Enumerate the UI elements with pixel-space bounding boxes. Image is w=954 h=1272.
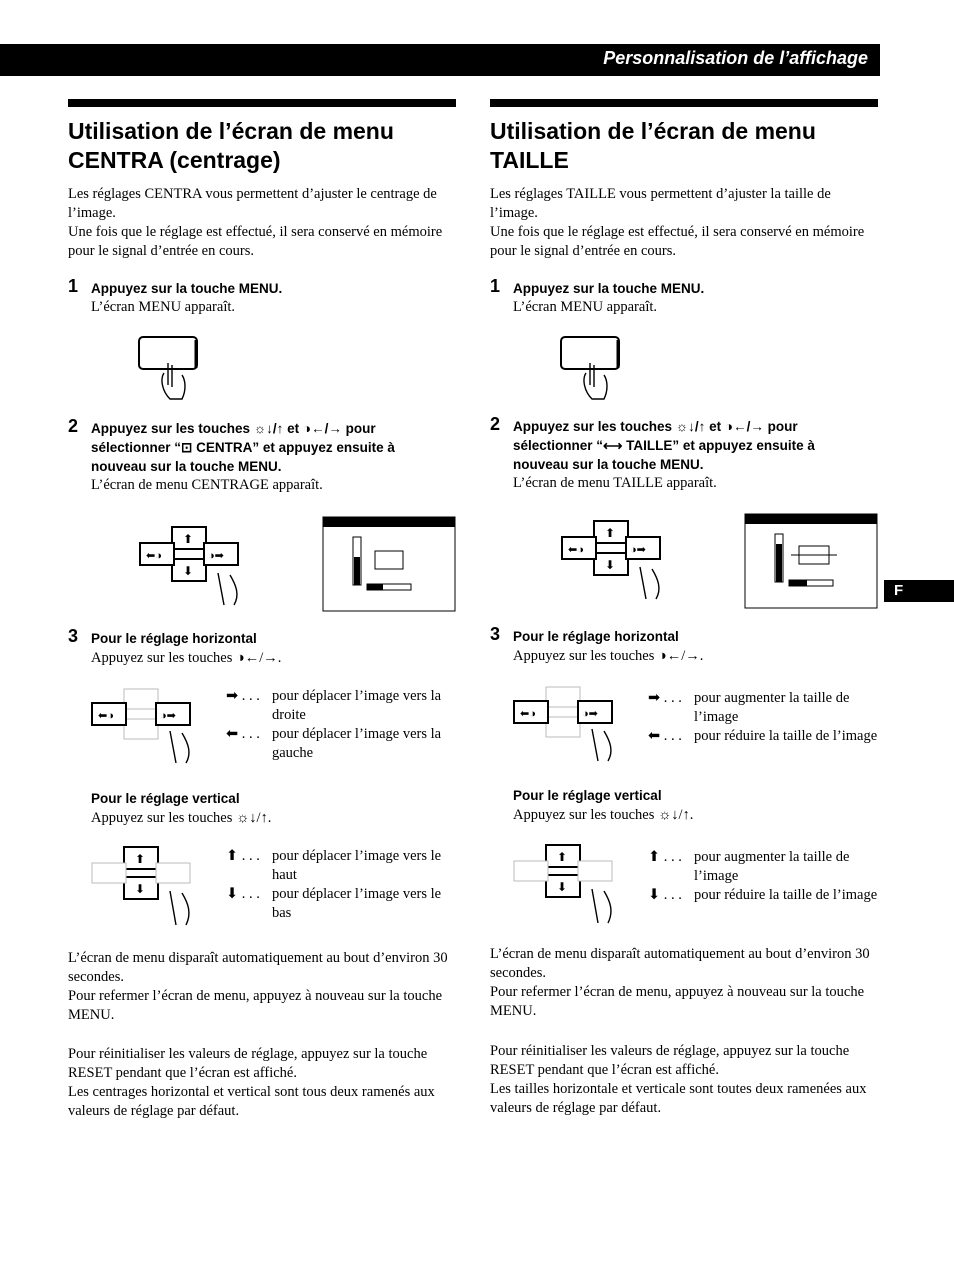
outro-line: Les centrages horizontal et vertical sont tous deux ramenés aux valeurs de réglage par défaut. [68,1084,435,1119]
up-arrow-icon: ⬆ . . . [648,849,682,865]
step-instruction-b: CENTRA” et appuyez ensuite à nouveau sur la touche MENU. [91,440,395,474]
svg-text:⬇: ⬇ [135,882,146,896]
vertical-subheading: Pour le réglage vertical [513,788,662,803]
svg-text:⬆: ⬆ [183,532,194,546]
menu-button-illustration [134,335,204,403]
keypad-vertical-illustration [90,845,210,929]
up-arrow-icon: ⬆ . . . [226,848,260,864]
outro-line: Pour refermer l’écran de menu, appuyez à nouveau sur la touche MENU. [68,988,443,1023]
horizontal-captions [226,687,456,763]
page-header-bar [0,44,880,76]
caption-down: pour réduire la taille de l’image [694,887,878,903]
intro-line: Les réglages CENTRA vous permettent d’ajuster le centrage de l’image. [68,186,437,221]
right-arrow-icon: ➡ . . . [226,688,260,704]
horizontal-captions [648,689,878,746]
language-tab [884,580,954,602]
intro-line: Une fois que le réglage est effectué, il sera conservé en mémoire pour le signal d’entrée en cours. [490,224,865,259]
centra-icon: ⊡ [181,440,193,455]
section-rule [68,99,456,107]
page-header-title: Personnalisation de l’affichage [603,48,868,68]
intro-line: Les réglages TAILLE vous permettent d’ajuster la taille de l’image. [490,186,831,221]
keypad-horizontal-illustration [512,685,632,765]
horizontal-text: Appuyez sur les touches ◑←/→. [513,648,704,664]
outro-line: Pour réinitialiser les valeurs de réglage, appuyez sur la touche RESET pendant que l’écran est affiché. [490,1043,850,1078]
step-number: 3 [490,624,501,644]
menu-button-illustration [556,335,626,403]
svg-text:◑➡: ◑➡ [582,708,598,720]
left-arrow-icon: ⬅ . . . [226,726,260,742]
step-result: L’écran de menu CENTRAGE apparaît. [91,477,323,493]
svg-text:⬆: ⬆ [135,852,146,866]
step-number: 1 [68,276,79,296]
step-number: 3 [68,626,79,646]
taille-menu-screen [745,514,877,608]
intro-paragraph [68,185,456,261]
caption-left: pour déplacer l’image vers la gauche [272,726,442,761]
step-instruction-a: Appuyez sur les touches ☼↓/↑ et ◑←/→ pour sélectionner “ [513,419,798,453]
step-instruction-a: Appuyez sur les touches ☼↓/↑ et ◑←/→ pour sélectionner “ [91,421,376,455]
language-tab-label: F [894,582,904,599]
caption-up: pour augmenter la taille de l’image [694,849,850,884]
horizontal-subheading: Pour le réglage horizontal [513,629,679,644]
caption-left: pour réduire la taille de l’image [694,728,878,744]
step-result: L’écran MENU apparaît. [91,299,236,315]
left-arrow-icon: ⬅ . . . [648,728,682,744]
svg-text:⬇: ⬇ [557,880,568,894]
caption-down: pour déplacer l’image vers le bas [272,886,442,921]
caption-right: pour déplacer l’image vers la droite [272,688,442,723]
vertical-captions [226,847,456,923]
svg-text:⬅◑: ⬅◑ [98,710,114,722]
step-instruction: Appuyez sur la touche MENU. [513,281,705,296]
taille-icon: ⟷ [603,438,623,453]
caption-right: pour augmenter la taille de l’image [694,690,850,725]
intro-paragraph [490,185,878,261]
intro-line: Une fois que le réglage est effectué, il sera conservé en mémoire pour le signal d’entrée en cours. [68,224,443,259]
outro-paragraph-2 [68,1045,456,1121]
down-arrow-icon: ⬇ . . . [648,887,682,903]
outro-paragraph-1 [68,949,456,1025]
step-instruction: Appuyez sur la touche MENU. [91,281,283,296]
arrow-keypad-illustration [138,525,258,609]
horizontal-subheading: Pour le réglage horizontal [91,631,257,646]
svg-text:◑➡: ◑➡ [160,710,176,722]
outro-line: L’écran de menu disparaît automatiquement au bout d’environ 30 secondes. [490,946,870,981]
step-number: 2 [490,414,501,434]
keypad-vertical-illustration [512,843,632,927]
section-taille [490,99,878,1129]
step-number: 2 [68,416,79,436]
svg-text:◑➡: ◑➡ [208,550,224,562]
section-rule [490,99,878,107]
svg-text:⬆: ⬆ [557,850,568,864]
outro-line: Pour réinitialiser les valeurs de réglage, appuyez sur la touche RESET pendant que l’écran est affiché. [68,1046,428,1081]
outro-line: Les tailles horizontale et verticale sont toutes deux ramenées aux valeurs de réglage par défaut. [490,1081,867,1116]
keypad-horizontal-illustration [90,687,210,767]
step-result: L’écran de menu TAILLE apparaît. [513,475,717,491]
section-title: Utilisation de l’écran de menu TAILLE [490,118,816,173]
section-centra [68,99,456,1129]
vertical-subheading: Pour le réglage vertical [91,791,240,806]
svg-text:⬆: ⬆ [605,526,616,540]
svg-text:⬅◑: ⬅◑ [146,550,162,562]
vertical-captions [648,848,878,905]
vertical-text: Appuyez sur les touches ☼↓/↑. [91,810,272,826]
svg-text:⬇: ⬇ [605,558,616,572]
right-arrow-icon: ➡ . . . [648,690,682,706]
svg-text:⬇: ⬇ [183,564,194,578]
step-number: 1 [490,276,501,296]
horizontal-text: Appuyez sur les touches ◑←/→. [91,650,282,666]
outro-paragraph-2 [490,1042,878,1118]
down-arrow-icon: ⬇ . . . [226,886,260,902]
svg-text:⬅◑: ⬅◑ [520,708,536,720]
step-result: L’écran MENU apparaît. [513,299,658,315]
arrow-keypad-illustration [560,519,680,603]
outro-line: Pour refermer l’écran de menu, appuyez à nouveau sur la touche MENU. [490,984,865,1019]
outro-paragraph-1 [490,945,878,1021]
svg-text:⬅◑: ⬅◑ [568,544,584,556]
step-instruction-b: TAILLE” et appuyez ensuite à nouveau sur la touche MENU. [513,438,815,472]
outro-line: L’écran de menu disparaît automatiquement au bout d’environ 30 secondes. [68,950,448,985]
svg-text:◑➡: ◑➡ [630,544,646,556]
vertical-text: Appuyez sur les touches ☼↓/↑. [513,807,694,823]
centrage-menu-screen [323,517,455,611]
caption-up: pour déplacer l’image vers le haut [272,848,442,883]
section-title: Utilisation de l’écran de menu CENTRA (centrage) [68,118,394,173]
